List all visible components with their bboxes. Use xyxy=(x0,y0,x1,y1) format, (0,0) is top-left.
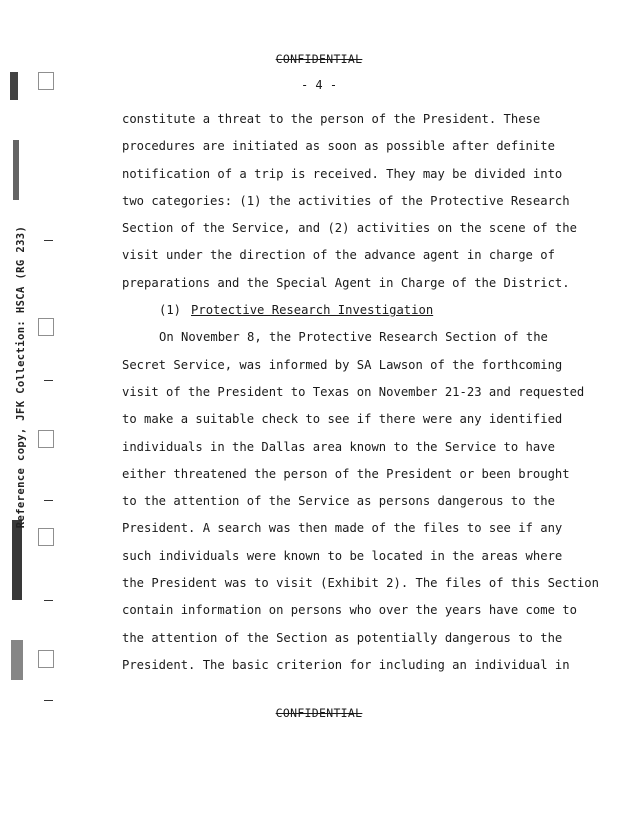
classification-footer: CONFIDENTIAL xyxy=(275,706,363,720)
text-line: Secret Service, was informed by SA Lawson of the forthcoming xyxy=(122,357,563,372)
margin-mark xyxy=(38,318,54,336)
text-line: either threatened the person of the President or been brought xyxy=(122,466,570,481)
text-line: On November 8, the Protective Research Section of the xyxy=(159,330,548,345)
section-title: Protective Research Investigation xyxy=(191,303,434,318)
body-text xyxy=(122,106,602,679)
margin-mark xyxy=(38,430,54,448)
text-line: the attention of the Section as potentially dangerous to the xyxy=(122,630,563,645)
text-line: President. The basic criterion for including an individual in xyxy=(122,657,570,672)
margin-tick xyxy=(44,380,53,381)
text-line: to the attention of the Service as persons dangerous to the xyxy=(122,494,555,509)
margin-tick xyxy=(44,500,53,501)
page-number: - 4 - xyxy=(300,78,338,92)
text-line: such individuals were known to be located in the areas where xyxy=(122,548,563,563)
margin-tick xyxy=(44,240,53,241)
text-line: notification of a trip is received. They may be divided into xyxy=(122,166,563,181)
text-line: visit under the direction of the advance agent in charge of xyxy=(122,248,555,263)
text-line: individuals in the Dallas area known to the Service to have xyxy=(122,439,555,454)
text-line: preparations and the Special Agent in Charge of the District. xyxy=(122,275,570,290)
text-line: procedures are initiated as soon as possible after definite xyxy=(122,139,555,154)
text-line: the President was to visit (Exhibit 2). The files of this Section xyxy=(122,576,599,591)
section-heading xyxy=(122,297,602,324)
text-line: President. A search was then made of the files to see if any xyxy=(122,521,563,536)
text-line: visit of the President to Texas on November 21-23 and requested xyxy=(122,384,585,399)
margin-tick xyxy=(44,600,53,601)
scan-artifact xyxy=(11,640,23,680)
margin-tick xyxy=(44,700,53,701)
margin-mark xyxy=(38,650,54,668)
text-line: two categories: (1) the activities of the Protective Research xyxy=(122,193,570,208)
text-line: Section of the Service, and (2) activities on the scene of the xyxy=(122,221,577,236)
margin-mark xyxy=(38,528,54,546)
section-number: (1) xyxy=(159,303,182,318)
text-line: constitute a threat to the person of the President. These xyxy=(122,112,541,126)
text-line: to make a suitable check to see if there were any identified xyxy=(122,412,563,427)
classification-header: CONFIDENTIAL xyxy=(275,52,363,66)
text-line: contain information on persons who over the years have come to xyxy=(122,603,577,618)
archive-stamp: Reference copy, JFK Collection: HSCA (RG 233) xyxy=(15,225,27,529)
